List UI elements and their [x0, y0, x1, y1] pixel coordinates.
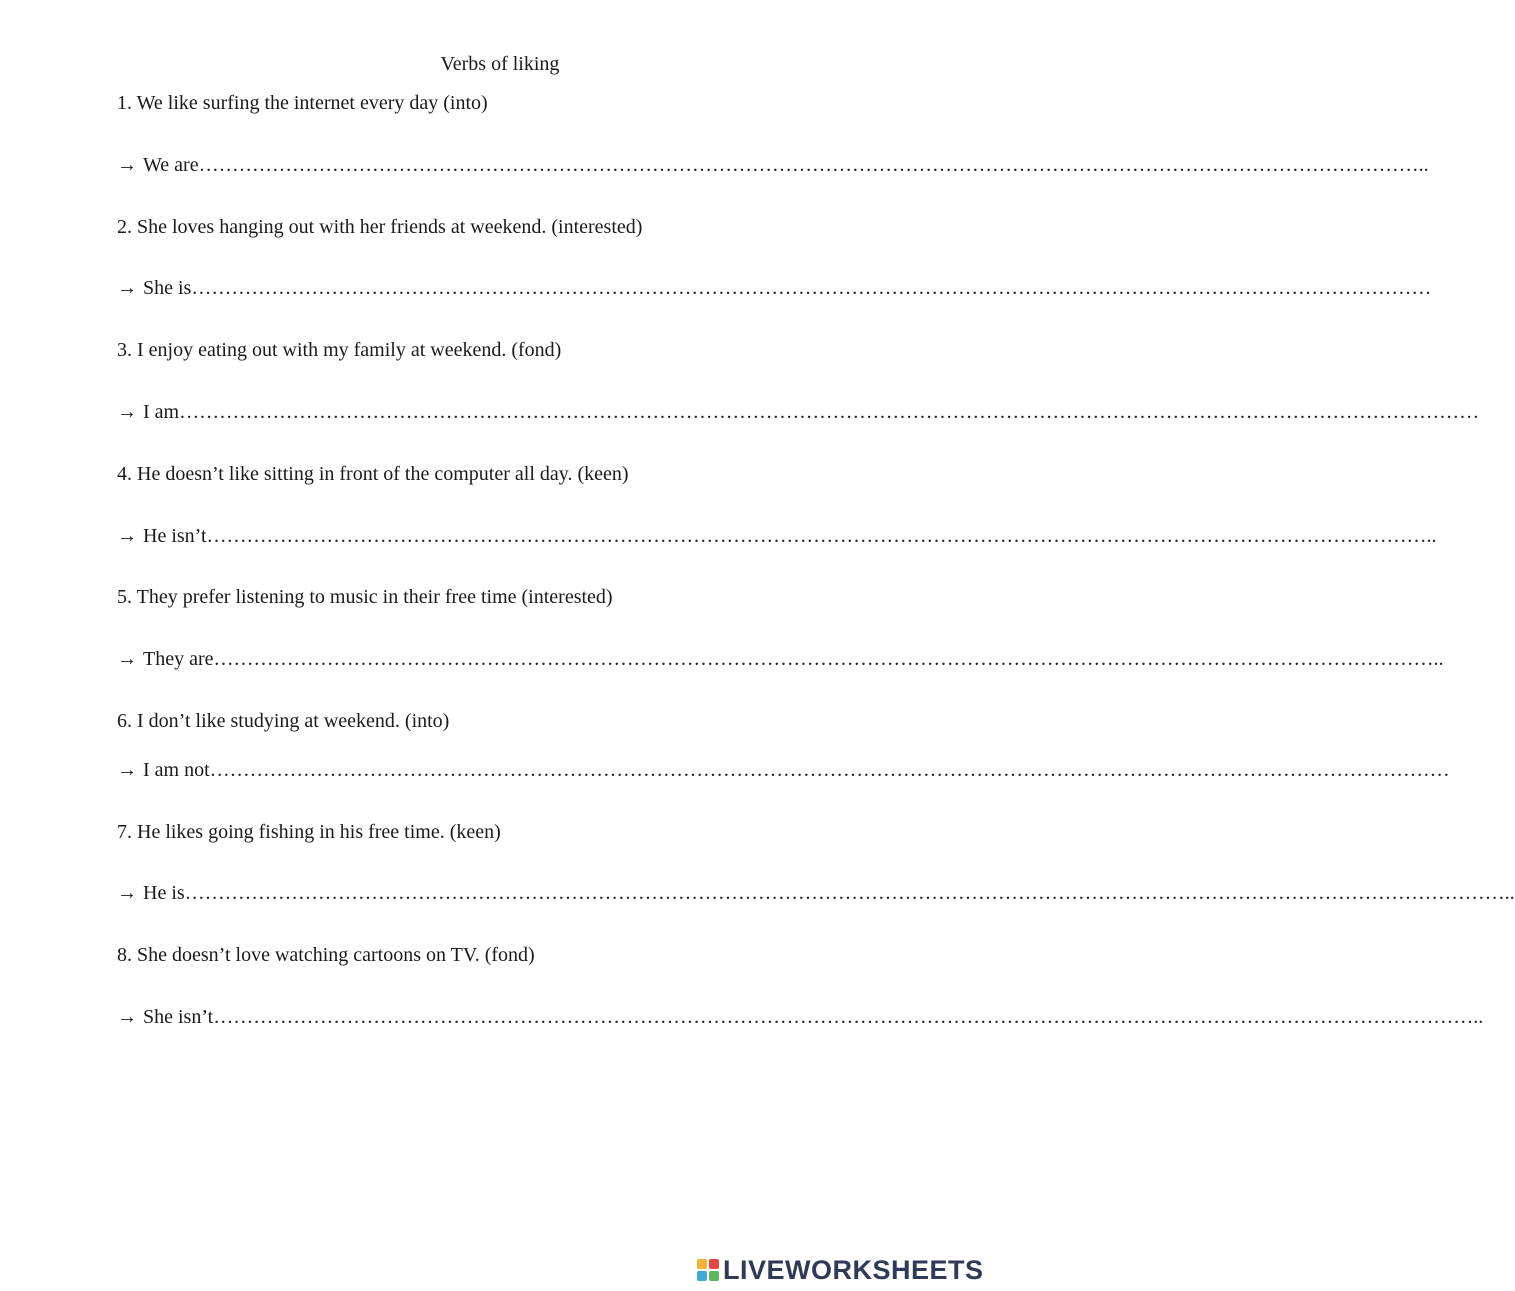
- answer-line-1[interactable]: [117, 151, 1429, 179]
- answer-line-8[interactable]: [117, 1003, 1483, 1031]
- arrow-right-icon: →: [117, 401, 137, 423]
- answer-text-3: I am……………………………………………………………………………………………………………………………………………………………………………: [143, 401, 1480, 423]
- logo-blocks-icon: [697, 1259, 719, 1281]
- answer-text-6: I am not……………………………………………………………………………………………………………………………………………………………………: [143, 759, 1450, 781]
- answer-line-2[interactable]: [117, 274, 1431, 302]
- answer-text-4: He isn’t…………………………………………………………………………………………………………………………………………………………………..: [143, 525, 1437, 547]
- answer-line-4[interactable]: [117, 522, 1437, 550]
- arrow-right-icon: →: [117, 759, 137, 781]
- answer-line-6[interactable]: [117, 756, 1450, 784]
- arrow-right-icon: →: [117, 154, 137, 176]
- answer-text-5: They are…………………………………………………………………………………………………………………………………………………………………..: [143, 648, 1444, 670]
- logo-text: LIVEWORKSHEETS: [723, 1254, 984, 1285]
- answer-text-2: She is……………………………………………………………………………………………………………………………………………………………………: [143, 277, 1432, 299]
- question-1: 1. We like surfing the internet every day (into): [117, 92, 488, 114]
- arrow-right-icon: →: [117, 277, 137, 299]
- question-6: 6. I don’t like studying at weekend. (into): [117, 710, 450, 732]
- answer-text-7: He is………………………………………………………………………………………………………………………………………………………………………………..: [143, 882, 1515, 904]
- question-5: 5. They prefer listening to music in their free time (interested): [117, 586, 613, 608]
- arrow-right-icon: →: [117, 648, 137, 670]
- page-title: Verbs of liking: [440, 53, 560, 75]
- answer-text-8: She isn’t………………………………………………………………………………………………………………………………………………………………………..: [143, 1006, 1484, 1028]
- answer-line-7[interactable]: [117, 879, 1515, 907]
- question-2: 2. She loves hanging out with her friends at weekend. (interested): [117, 216, 643, 238]
- answer-line-5[interactable]: [117, 645, 1444, 673]
- question-7: 7. He likes going fishing in his free time. (keen): [117, 821, 501, 843]
- liveworksheets-logo: [697, 1254, 984, 1286]
- question-3: 3. I enjoy eating out with my family at weekend. (fond): [117, 339, 562, 361]
- question-8: 8. She doesn’t love watching cartoons on TV. (fond): [117, 944, 535, 966]
- answer-text-1: We are…………………………………………………………………………………………………………………………………………………………………..: [143, 154, 1429, 176]
- answer-line-3[interactable]: [117, 398, 1479, 426]
- arrow-right-icon: →: [117, 882, 137, 904]
- question-4: 4. He doesn’t like sitting in front of the computer all day. (keen): [117, 463, 629, 485]
- arrow-right-icon: →: [117, 1006, 137, 1028]
- arrow-right-icon: →: [117, 525, 137, 547]
